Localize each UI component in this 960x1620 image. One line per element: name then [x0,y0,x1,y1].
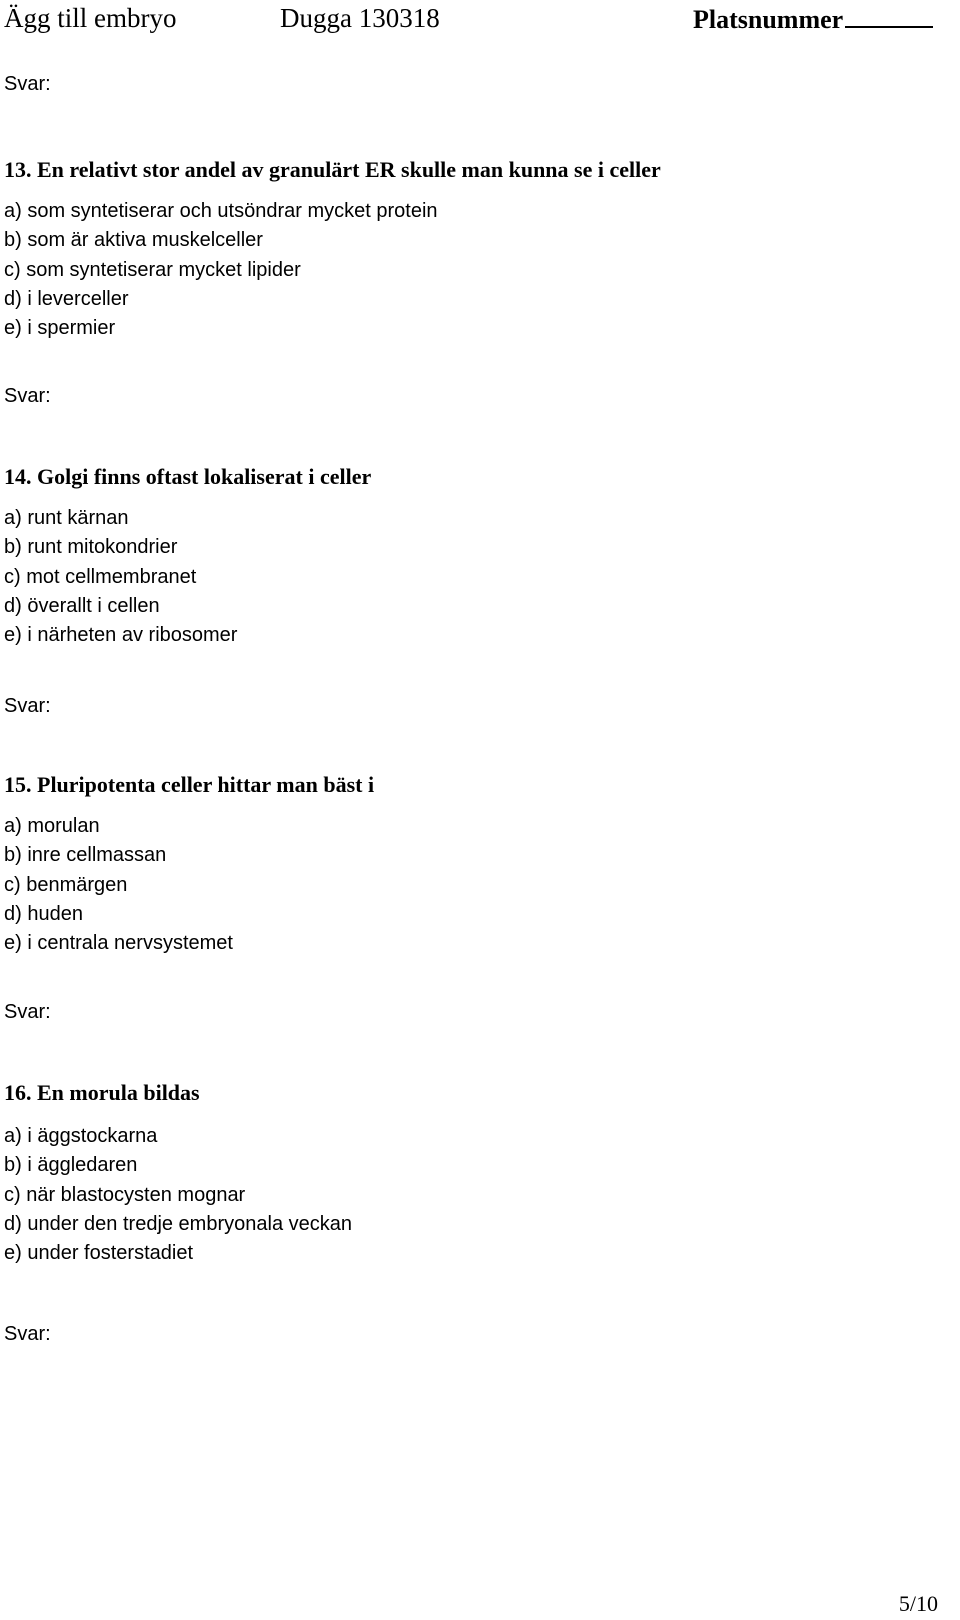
option-b: b) som är aktiva muskelceller [4,229,263,252]
answer-label: Svar: [4,695,51,717]
question-title: 14. Golgi finns oftast lokaliserat i celler [4,464,372,489]
option-a: a) i äggstockarna [4,1125,158,1147]
option-e: e) under fosterstadiet [4,1242,193,1264]
option-d: d) överallt i cellen [4,594,160,617]
question-title: 16. En morula bildas [4,1080,200,1105]
seat-number-blank[interactable] [845,2,933,28]
option-e: e) i närheten av ribosomer [4,624,238,646]
question-14 [4,464,944,650]
answer-label: Svar: [4,385,51,407]
question-title: 15. Pluripotenta celler hittar man bäst i [4,772,375,797]
option-b: b) runt mitokondrier [4,536,178,559]
option-d: d) huden [4,902,83,925]
question-13 [4,157,944,343]
option-b: b) i äggledaren [4,1154,138,1177]
question-15 [4,772,944,958]
option-b: b) inre cellmassan [4,844,167,867]
option-a: a) som syntetiserar och utsöndrar mycket protein [4,200,438,222]
option-c: c) benmärgen [4,873,128,896]
seat-number-field [693,2,933,36]
page-header [0,0,960,36]
option-d: d) i leverceller [4,287,129,310]
option-list [4,197,944,343]
page-number: 5/10 [898,1591,938,1616]
question-title: 13. En relativt stor andel av granulärt ER skulle man kunna se i celler [4,157,661,182]
option-list [4,812,944,958]
option-list [4,1122,944,1268]
option-e: e) i centrala nervsystemet [4,932,233,954]
exam-title: Dugga 130318 [280,3,440,33]
option-a: a) runt kärnan [4,507,129,529]
option-d: d) under den tredje embryonala veckan [4,1212,352,1235]
answer-label: Svar: [4,1323,51,1345]
option-c: c) mot cellmembranet [4,565,197,588]
option-c: c) när blastocysten mognar [4,1183,246,1206]
answer-label: Svar: [4,1001,51,1023]
course-title: Ägg till embryo [4,3,177,33]
option-list [4,504,944,650]
answer-label: Svar: [4,73,51,95]
option-e: e) i spermier [4,317,116,339]
question-16 [4,1080,944,1268]
option-c: c) som syntetiserar mycket lipider [4,258,301,281]
option-a: a) morulan [4,815,100,837]
seat-number-label: Platsnummer [693,5,844,34]
